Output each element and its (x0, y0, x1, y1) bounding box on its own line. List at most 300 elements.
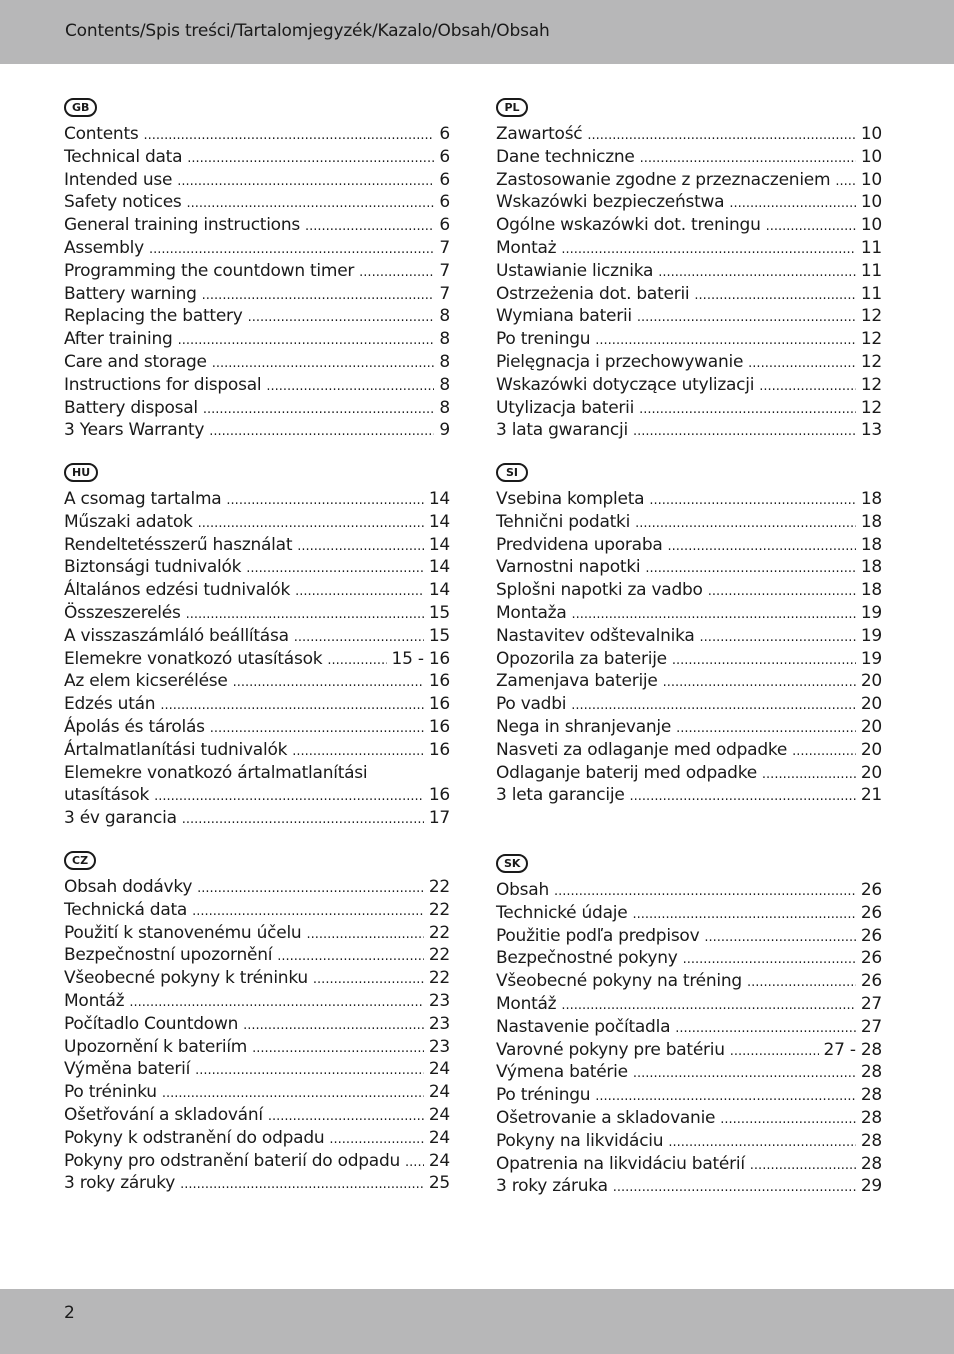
toc-entry-page: 16 (428, 785, 450, 806)
toc-entry (496, 580, 882, 603)
toc-entry-page: 26 (860, 971, 882, 992)
language-badge-cz: CZ (64, 851, 96, 870)
toc-entry-page: 6 (439, 192, 450, 213)
page-footer (0, 1289, 954, 1354)
toc-section-sk (496, 852, 882, 1199)
toc-entry-label: 3 év garancia (64, 808, 177, 829)
toc-entry-label: Összeszerelés (64, 602, 181, 623)
toc-entry (496, 329, 882, 352)
toc-entry-label: Technická data (64, 899, 188, 920)
toc-entry-page: 23 (428, 1036, 450, 1057)
toc-entry (64, 1037, 450, 1060)
toc-entry (496, 557, 882, 580)
toc-entry-page: 7 (439, 283, 450, 304)
toc-entry-label: Az elem kicserélése (64, 671, 228, 692)
dot-leader (587, 128, 855, 143)
toc-entry-label: Montáž (64, 990, 125, 1011)
toc-entry (496, 971, 882, 994)
toc-entry-page: 12 (860, 329, 882, 350)
dot-leader (729, 196, 856, 211)
dot-leader (295, 584, 424, 599)
toc-entry-page: 8 (439, 306, 450, 327)
dot-leader (162, 1086, 424, 1101)
toc-entry (64, 147, 450, 170)
toc-entry-label: Technické údaje (496, 902, 628, 923)
dot-leader (359, 265, 434, 280)
toc-entry (64, 968, 450, 991)
toc-entry-page: 20 (860, 762, 882, 783)
toc-entry (64, 489, 450, 512)
toc-entry-page: 22 (428, 877, 450, 897)
toc-entry-page: 10 (860, 215, 882, 236)
toc-entry (64, 900, 450, 923)
dot-leader (645, 561, 855, 576)
toc-entry (496, 626, 882, 649)
toc-entry (64, 763, 450, 786)
toc-entry-page: 21 (860, 785, 882, 806)
toc-entry-label: Edzés után (64, 694, 156, 715)
toc-entry-page: 24 (428, 1104, 450, 1125)
toc-entry-page: 14 (428, 534, 450, 555)
toc-entry-page: 8 (439, 351, 450, 372)
toc-entry (496, 306, 882, 329)
dot-leader (195, 1063, 424, 1078)
toc-entry (64, 945, 450, 968)
toc-entry-label: 3 roky záruky (64, 1173, 176, 1194)
dot-leader (561, 242, 856, 257)
toc-entry-page: 6 (439, 124, 450, 144)
toc-entry-label: Safety notices (64, 192, 182, 213)
toc-entry-page: 14 (428, 511, 450, 532)
toc-entry-page: 18 (860, 534, 882, 555)
toc-entry-label: Utylizacja baterii (496, 397, 635, 418)
toc-entry (64, 306, 450, 329)
toc-entry (496, 649, 882, 672)
toc-entry-page: 10 (860, 124, 882, 144)
toc-entry-page: 7 (439, 260, 450, 281)
toc-entry (496, 994, 882, 1017)
toc-entry-page: 22 (428, 899, 450, 920)
toc-entry-page: 18 (860, 489, 882, 509)
toc-entry-page: 28 (860, 1107, 882, 1128)
toc-entry-page: 20 (860, 694, 882, 715)
toc-entry-page: 8 (439, 329, 450, 350)
toc-entry-page: 15 (428, 625, 450, 646)
toc-entry (496, 1017, 882, 1040)
dot-leader (676, 721, 856, 736)
toc-entry-label: Ošetřování a skladování (64, 1104, 263, 1125)
toc-entry (64, 215, 450, 238)
toc-entry-label: Predvidena uporaba (496, 534, 663, 555)
toc-entry (496, 238, 882, 261)
dot-leader (747, 975, 856, 990)
toc-entry-page: 12 (860, 351, 882, 372)
toc-entry-label: Biztonsági tudnivalók (64, 557, 242, 578)
toc-entry-page: 24 (428, 1127, 450, 1148)
dot-leader (292, 744, 424, 759)
dot-leader (554, 884, 856, 899)
toc-entry-label: Obsah (496, 880, 549, 900)
dot-leader (192, 904, 424, 919)
toc-entry-page: 20 (860, 739, 882, 760)
toc-entry-label: Zawartość (496, 124, 583, 144)
toc-entry-label: Po treningu (496, 329, 591, 350)
toc-entry-label: Opatrenia na likvidáciu batérií (496, 1153, 745, 1174)
toc-entry (496, 1131, 882, 1154)
toc-list-cz (64, 877, 450, 1196)
toc-entry-label: Ustawianie licznika (496, 260, 654, 281)
toc-entry (496, 284, 882, 307)
toc-entry-page: 27 - 28 (823, 1039, 882, 1060)
toc-entry-label: Opozorila za baterije (496, 648, 667, 669)
toc-entry-page: 12 (860, 374, 882, 395)
toc-entry-page: 23 (428, 990, 450, 1011)
dot-leader (405, 1155, 424, 1170)
toc-entry-page: 12 (860, 397, 882, 418)
toc-entry-page: 29 (860, 1176, 882, 1197)
dot-leader (663, 675, 856, 690)
toc-entry (64, 170, 450, 193)
toc-entry (496, 535, 882, 558)
toc-entry-label: After training (64, 329, 173, 350)
toc-section-cz (64, 849, 450, 1196)
toc-entry (496, 1062, 882, 1085)
toc-list-hu (64, 489, 450, 831)
toc-entry (64, 877, 450, 900)
toc-entry-label: Wskazówki bezpieczeństwa (496, 192, 725, 213)
toc-entry-label: Elemekre vonatkozó ártalmatlanítási (64, 762, 368, 783)
toc-entry-label: Po tréningu (496, 1085, 591, 1106)
toc-entry-page: 17 (428, 808, 450, 829)
toc-entry (496, 512, 882, 535)
dot-leader (154, 789, 424, 804)
toc-entry-label: 3 Years Warranty (64, 420, 205, 441)
toc-entry-label: Nastavenie počítadla (496, 1016, 671, 1037)
toc-entry-label: Výmena batérie (496, 1062, 628, 1083)
toc-entry-page: 11 (860, 237, 882, 258)
toc-entry-label: Montaža (496, 602, 567, 623)
language-badge-pl: PL (496, 98, 528, 117)
toc-entry (64, 512, 450, 535)
toc-entry-label: Nasveti za odlaganje med odpadke (496, 739, 788, 760)
toc-entry-label: Vsebina kompleta (496, 489, 645, 509)
toc-entry (496, 1154, 882, 1177)
toc-entry-label: Ápolás és tárolás (64, 716, 205, 737)
dot-leader (571, 698, 856, 713)
toc-entry (64, 329, 450, 352)
dot-leader (178, 333, 435, 348)
toc-entry-label: General training instructions (64, 215, 300, 236)
dot-leader (633, 1066, 856, 1081)
toc-entry (64, 398, 450, 421)
dot-leader (177, 174, 434, 189)
toc-entry (64, 603, 450, 626)
dot-leader (313, 972, 424, 987)
toc-entry (496, 124, 882, 147)
dot-leader (672, 653, 856, 668)
toc-entry-page: 8 (439, 397, 450, 418)
dot-leader (572, 607, 856, 622)
toc-entry-label: Általános edzési tudnivalók (64, 580, 291, 601)
dot-leader (197, 881, 424, 896)
toc-entry-page: 22 (428, 945, 450, 966)
toc-entry-label: Nega in shranjevanje (496, 716, 672, 737)
toc-entry-page: 19 (860, 602, 882, 623)
dot-leader (129, 995, 424, 1010)
dot-leader (233, 675, 424, 690)
dot-leader (683, 952, 856, 967)
toc-entry-page: 28 (860, 1130, 882, 1151)
toc-entry (496, 375, 882, 398)
toc-entry (496, 694, 882, 717)
toc-entry-label: Všeobecné pokyny k tréninku (64, 968, 308, 989)
language-badge-si: SI (496, 463, 528, 482)
toc-entry-label: Bezpečnostní upozornění (64, 945, 273, 966)
toc-entry-page: 24 (428, 1059, 450, 1080)
toc-entry-page: 27 (860, 993, 882, 1014)
toc-entry-label: Všeobecné pokyny na tréning (496, 971, 742, 992)
toc-entry-page: 26 (860, 902, 882, 923)
dot-leader (210, 721, 424, 736)
toc-entry (496, 1040, 882, 1063)
toc-entry-page: 9 (439, 420, 450, 441)
toc-entry-label: 3 leta garancije (496, 785, 625, 806)
toc-entry (496, 1085, 882, 1108)
toc-entry-label: Elemekre vonatkozó utasítások (64, 648, 323, 669)
toc-entry (64, 649, 450, 672)
toc-entry-page: 18 (860, 511, 882, 532)
toc-entry-page: 25 (428, 1173, 450, 1194)
toc-entry-page: 6 (439, 215, 450, 236)
toc-entry-page: 16 (428, 671, 450, 692)
dot-leader (246, 561, 424, 576)
toc-entry-label: Rendeltetésszerű használat (64, 534, 293, 555)
dot-leader (668, 1135, 856, 1150)
dot-leader (186, 607, 424, 622)
toc-entry-label: Battery disposal (64, 397, 198, 418)
toc-entry-label: Ostrzeżenia dot. baterii (496, 283, 690, 304)
toc-entry-label: Varovné pokyny pre batériu (496, 1039, 725, 1060)
toc-entry-page: 11 (860, 260, 882, 281)
toc-entry-page: 14 (428, 557, 450, 578)
toc-entry-label: Tehnični podatki (496, 511, 631, 532)
toc-entry-label: Pokyny na likvidáciu (496, 1130, 664, 1151)
toc-entry-page: 28 (860, 1153, 882, 1174)
toc-entry-label: Upozornění k bateriím (64, 1036, 248, 1057)
dot-leader (209, 424, 434, 439)
toc-entry (496, 948, 882, 971)
toc-entry (496, 489, 882, 512)
toc-entry (64, 923, 450, 946)
toc-entry-page: 19 (860, 648, 882, 669)
toc-entry (64, 420, 450, 443)
toc-entry-label: Montáž (496, 993, 557, 1014)
toc-entry (496, 420, 882, 443)
toc-entry (64, 1082, 450, 1105)
toc-entry (496, 926, 882, 949)
toc-entry-page: 28 (860, 1085, 882, 1106)
toc-entry-page: 6 (439, 146, 450, 167)
toc-entry-label: Ošetrovanie a skladovanie (496, 1107, 716, 1128)
toc-entry-label: Battery warning (64, 283, 197, 304)
dot-leader (248, 310, 435, 325)
toc-entry (64, 785, 450, 808)
dot-leader (212, 356, 435, 371)
toc-entry-label: Pielęgnacja i przechowywanie (496, 351, 744, 372)
toc-entry (64, 1128, 450, 1151)
toc-entry (64, 535, 450, 558)
dot-leader (632, 907, 855, 922)
dot-leader (595, 333, 856, 348)
dot-leader (243, 1018, 424, 1033)
toc-section-hu (64, 461, 450, 831)
page-header (0, 0, 954, 64)
toc-entry-label: A csomag tartalma (64, 489, 222, 509)
toc-entry (496, 1108, 882, 1131)
toc-entry (64, 1151, 450, 1174)
toc-entry-label: Počítadlo Countdown (64, 1013, 239, 1034)
toc-entry-label: Ártalmatlanítási tudnivalók (64, 739, 288, 760)
dot-leader (759, 379, 856, 394)
toc-entry-label: Pokyny k odstranění do odpadu (64, 1127, 325, 1148)
toc-entry (64, 671, 450, 694)
toc-entry-label: Dane techniczne (496, 146, 635, 167)
toc-entry-page: 15 (428, 602, 450, 623)
toc-entry (496, 261, 882, 284)
dot-leader (329, 1132, 423, 1147)
toc-entry (64, 352, 450, 375)
dot-leader (635, 516, 856, 531)
dot-leader (277, 949, 424, 964)
dot-leader (704, 930, 855, 945)
toc-entry-label: Programming the countdown timer (64, 260, 355, 281)
toc-entry-label: Pokyny pro odstranění baterií do odpadu (64, 1150, 401, 1171)
toc-entry-label: Varnostni napotki (496, 557, 641, 578)
toc-entry-label: Care and storage (64, 351, 207, 372)
toc-entry (64, 808, 450, 831)
dot-leader (639, 402, 856, 417)
toc-entry (496, 192, 882, 215)
toc-entry-page: 13 (860, 420, 882, 441)
toc-entry-label: Splošni napotki za vadbo (496, 580, 703, 601)
dot-leader (633, 424, 856, 439)
toc-entry-page: 28 (860, 1062, 882, 1083)
toc-entry-page: 18 (860, 557, 882, 578)
toc-entry (64, 557, 450, 580)
dot-leader (762, 767, 856, 782)
dot-leader (327, 653, 386, 668)
toc-entry-label: Nastavitev odštevalnika (496, 625, 695, 646)
toc-entry-label: Použitie podľa predpisov (496, 925, 700, 946)
toc-entry-label: Ogólne wskazówki dot. treningu (496, 215, 761, 236)
dot-leader (297, 539, 424, 554)
toc-entry-label: A visszaszámláló beállítása (64, 625, 289, 646)
language-badge-hu: HU (64, 463, 98, 482)
dot-leader (748, 356, 856, 371)
dot-leader (202, 288, 435, 303)
toc-entry (64, 717, 450, 740)
toc-entry (496, 671, 882, 694)
toc-entry (64, 261, 450, 284)
dot-leader (708, 584, 856, 599)
toc-entry-page: 10 (860, 192, 882, 213)
toc-entry (496, 1176, 882, 1199)
toc-entry (496, 880, 882, 903)
dot-leader (306, 927, 423, 942)
dot-leader (203, 402, 435, 417)
dot-leader (226, 493, 423, 508)
toc-entry-label: 3 lata gwarancji (496, 420, 628, 441)
toc-entry (64, 580, 450, 603)
toc-entry-page: 8 (439, 374, 450, 395)
dot-leader (640, 151, 856, 166)
toc-entry (64, 626, 450, 649)
dot-leader (266, 379, 434, 394)
toc-entry-label: Zamenjava baterije (496, 671, 658, 692)
toc-entry (496, 170, 882, 193)
dot-leader (182, 812, 424, 827)
toc-entry-page: 14 (428, 489, 450, 509)
page-number: 2 (64, 1303, 75, 1323)
toc-entry (64, 124, 450, 147)
toc-entry-label: Technical data (64, 146, 183, 167)
toc-entry (64, 284, 450, 307)
dot-leader (766, 219, 856, 234)
toc-entry (64, 694, 450, 717)
toc-entry-page: 23 (428, 1013, 450, 1034)
toc-list-pl (496, 124, 882, 443)
toc-entry-page: 14 (428, 580, 450, 601)
toc-list-sk (496, 880, 882, 1199)
dot-leader (668, 539, 856, 554)
dot-leader (675, 1021, 856, 1036)
toc-entry-page: 18 (860, 580, 882, 601)
dot-leader (561, 998, 856, 1013)
toc-entry-page: 11 (860, 283, 882, 304)
dot-leader (160, 698, 424, 713)
toc-entry-label: Výměna baterií (64, 1059, 191, 1080)
toc-entry-page: 27 (860, 1016, 882, 1037)
toc-entry (64, 1059, 450, 1082)
dot-leader (305, 219, 434, 234)
dot-leader (613, 1180, 856, 1195)
toc-entry (496, 717, 882, 740)
toc-entry (64, 991, 450, 1014)
toc-entry-label: Instructions for disposal (64, 374, 262, 395)
toc-entry-page: 20 (860, 716, 882, 737)
toc-entry-page: 24 (428, 1150, 450, 1171)
dot-leader (730, 1044, 819, 1059)
toc-entry (496, 763, 882, 786)
toc-entry (496, 903, 882, 926)
toc-entry (496, 785, 882, 808)
dot-leader (187, 151, 434, 166)
toc-entry-page: 10 (860, 146, 882, 167)
language-badge-gb: GB (64, 98, 97, 117)
toc-entry-page: 24 (428, 1082, 450, 1103)
toc-entry (64, 192, 450, 215)
toc-entry (64, 375, 450, 398)
toc-list-si (496, 489, 882, 808)
toc-entry-page: 22 (428, 922, 450, 943)
toc-entry-page: 26 (860, 880, 882, 900)
dot-leader (750, 1158, 856, 1173)
toc-entry-page: 16 (428, 739, 450, 760)
toc-entry-label: Intended use (64, 169, 173, 190)
toc-entry-page: 16 (428, 694, 450, 715)
toc-entry-label: Obsah dodávky (64, 877, 193, 897)
toc-entry (64, 740, 450, 763)
